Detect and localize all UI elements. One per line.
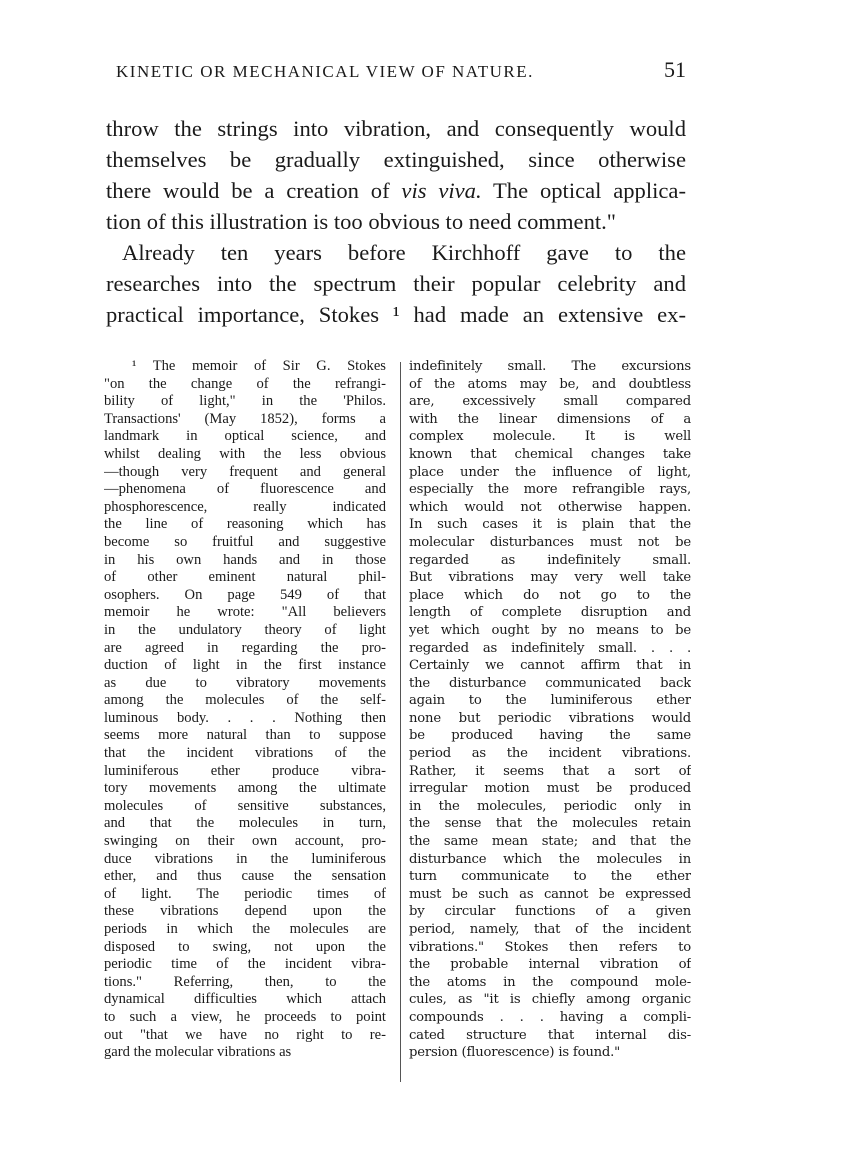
footnote-line: seems more natural than to suppose: [104, 727, 386, 744]
footnote-line: these vibrations depend upon the: [104, 903, 386, 920]
footnote-line: known that chemical changes take: [409, 446, 691, 462]
footnote-line: molecular disturbances must not be: [409, 534, 691, 550]
footnote-line: become so fruitful and suggestive: [104, 533, 386, 550]
footnote-line: periods in which the molecules are: [104, 921, 386, 937]
footnote-line: period as the incident vibrations.: [409, 746, 691, 762]
footnote-line: in the undulatory theory of light: [104, 621, 386, 638]
page-number: 51: [664, 57, 686, 82]
footnote-line: yet which ought by no means to be: [409, 622, 691, 638]
body-line: researches into the spectrum their popular celebrity and: [106, 271, 686, 296]
footnote-line: Rather, it seems that a sort of: [409, 763, 691, 779]
footnote-line: phosphorescence, really indicated: [104, 498, 386, 515]
footnote-line: out "that we have no right to re-: [104, 1026, 386, 1043]
main-paragraphs: [106, 113, 686, 330]
footnote-line: especially the more refrangible rays,: [409, 482, 691, 498]
body-line: throw the strings into vibration, and consequently would: [106, 116, 686, 141]
footnote-line: osophers. On page 549 of that: [104, 586, 386, 603]
footnote-line: Transactions' (May 1852), forms a: [104, 410, 386, 427]
footnote-line: of the atoms may be, and doubtless: [409, 376, 691, 392]
body-line: Already ten years before Kirchhoff gave to the: [122, 240, 686, 265]
footnote-line: luminous body. . . . Nothing then: [104, 709, 386, 726]
footnote-line: cated structure that internal dis-: [409, 1027, 691, 1043]
footnote-line: In such cases it is plain that the: [409, 517, 691, 533]
footnote-line: molecules of sensitive substances,: [104, 797, 386, 814]
footnote-line: place which do not go to the: [409, 587, 691, 603]
body-line: tion of this illustration is too obvious to need comment.": [106, 209, 617, 234]
footnote-line: compounds . . . having a compli-: [409, 1009, 691, 1025]
footnote-line: which would not otherwise happen.: [409, 499, 691, 515]
footnote-line: landmark in optical science, and: [104, 428, 386, 445]
footnote-line: the line of reasoning which has: [104, 516, 386, 533]
footnote-line: ¹ The memoir of Sir G. Stokes: [132, 358, 386, 374]
running-title: KINETIC OR MECHANICAL VIEW OF NATURE.: [116, 62, 534, 81]
footnote-line: as due to vibratory movements: [104, 674, 386, 691]
footnote-line: But vibrations may very well take: [409, 570, 691, 586]
body-line: there would be a creation of vis viva. The optical applica-: [106, 178, 686, 203]
footnote-line: of light. The periodic times of: [104, 885, 386, 902]
footnote-line: be produced having the same: [409, 728, 691, 744]
footnote-line: by circular functions of a given: [409, 904, 691, 920]
footnote-line: that the incident vibrations of the: [104, 745, 386, 762]
footnote-line: in the molecules, periodic only in: [409, 798, 691, 814]
footnote-line: duction of light in the first instance: [104, 657, 386, 674]
footnote-left-column: [104, 358, 386, 1062]
footnote-line: indefinitely small. The excursions: [409, 359, 691, 374]
footnote-line: are, excessively small compared: [409, 394, 691, 410]
footnote-right-column: [409, 358, 691, 1062]
footnote-line: gard the molecular vibrations as: [104, 1044, 292, 1061]
footnote-line: memoir he wrote: "All believers: [104, 604, 386, 621]
footnote-line: regarded as indefinitely small. . . .: [409, 640, 691, 656]
footnote-line: the probable internal vibration of: [409, 957, 691, 973]
footnote-line: persion (fluorescence) is found.": [409, 1045, 621, 1061]
column-divider: [400, 362, 401, 1082]
footnote-line: length of complete disruption and: [409, 605, 691, 621]
footnote-line: and that the molecules in turn,: [104, 815, 386, 832]
footnote-line: vibrations." Stokes then refers to: [409, 939, 691, 955]
footnote-line: turn communicate to the ether: [409, 869, 691, 885]
footnote-line: the atoms in the compound mole-: [409, 974, 691, 990]
footnote-line: disposed to swing, not upon the: [104, 938, 386, 955]
footnote-line: the disturbance communicated back: [409, 675, 691, 691]
footnote-line: are agreed in regarding the pro-: [104, 639, 386, 656]
footnote-line: ether, and thus cause the sensation: [104, 868, 386, 885]
footnote-line: cules, as "it is chiefly among organic: [409, 992, 691, 1008]
footnote-line: must be such as cannot be expressed: [409, 886, 691, 902]
footnote-line: disturbance which the molecules in: [409, 851, 691, 867]
footnote-line: in his own hands and in those: [104, 551, 386, 568]
footnote-line: the same mean state; and that the: [409, 834, 691, 850]
footnote-line: regarded as indefinitely small.: [409, 552, 691, 568]
footnote-line: tions." Referring, then, to the: [104, 973, 386, 990]
footnote-line: "on the change of the refrangi-: [104, 375, 386, 392]
body-line: themselves be gradually extinguished, since otherwise: [106, 147, 686, 172]
footnote-line: —phenomena of fluorescence and: [104, 481, 386, 498]
footnote-line: tory movements among the ultimate: [104, 780, 386, 797]
footnote-line: luminiferous ether produce vibra-: [104, 762, 386, 779]
footnote-line: irregular motion must be produced: [409, 781, 691, 797]
footnote-line: the sense that the molecules retain: [409, 816, 691, 832]
footnote-line: none but periodic vibrations would: [409, 710, 691, 726]
footnote-line: Certainly we cannot affirm that in: [409, 658, 691, 674]
footnote-line: place under the influence of light,: [409, 464, 691, 480]
footnote-line: periodic time of the incident vibra-: [104, 956, 386, 973]
footnote-line: period, namely, that of the incident: [409, 922, 691, 937]
body-line: practical importance, Stokes ¹ had made an extensive ex-: [106, 302, 686, 327]
footnote-line: duce vibrations in the luminiferous: [104, 850, 386, 867]
footnote-line: bility of light," in the 'Philos.: [104, 393, 386, 410]
footnote-line: swinging on their own account, pro-: [104, 833, 386, 850]
footnote-line: among the molecules of the self-: [104, 692, 386, 709]
footnote-line: with the linear dimensions of a: [409, 411, 691, 427]
page-header: [106, 57, 686, 88]
footnote-line: —though very frequent and general: [104, 463, 386, 480]
footnote-line: whilst dealing with the less obvious: [104, 445, 386, 462]
footnote-line: to such a view, he proceeds to point: [104, 1008, 386, 1025]
footnote-line: dynamical difficulties which attach: [104, 991, 386, 1008]
footnote-line: of other eminent natural phil-: [104, 569, 386, 586]
footnote-line: again to the luminiferous ether: [409, 693, 691, 709]
footnote-line: complex molecule. It is well: [409, 429, 691, 445]
